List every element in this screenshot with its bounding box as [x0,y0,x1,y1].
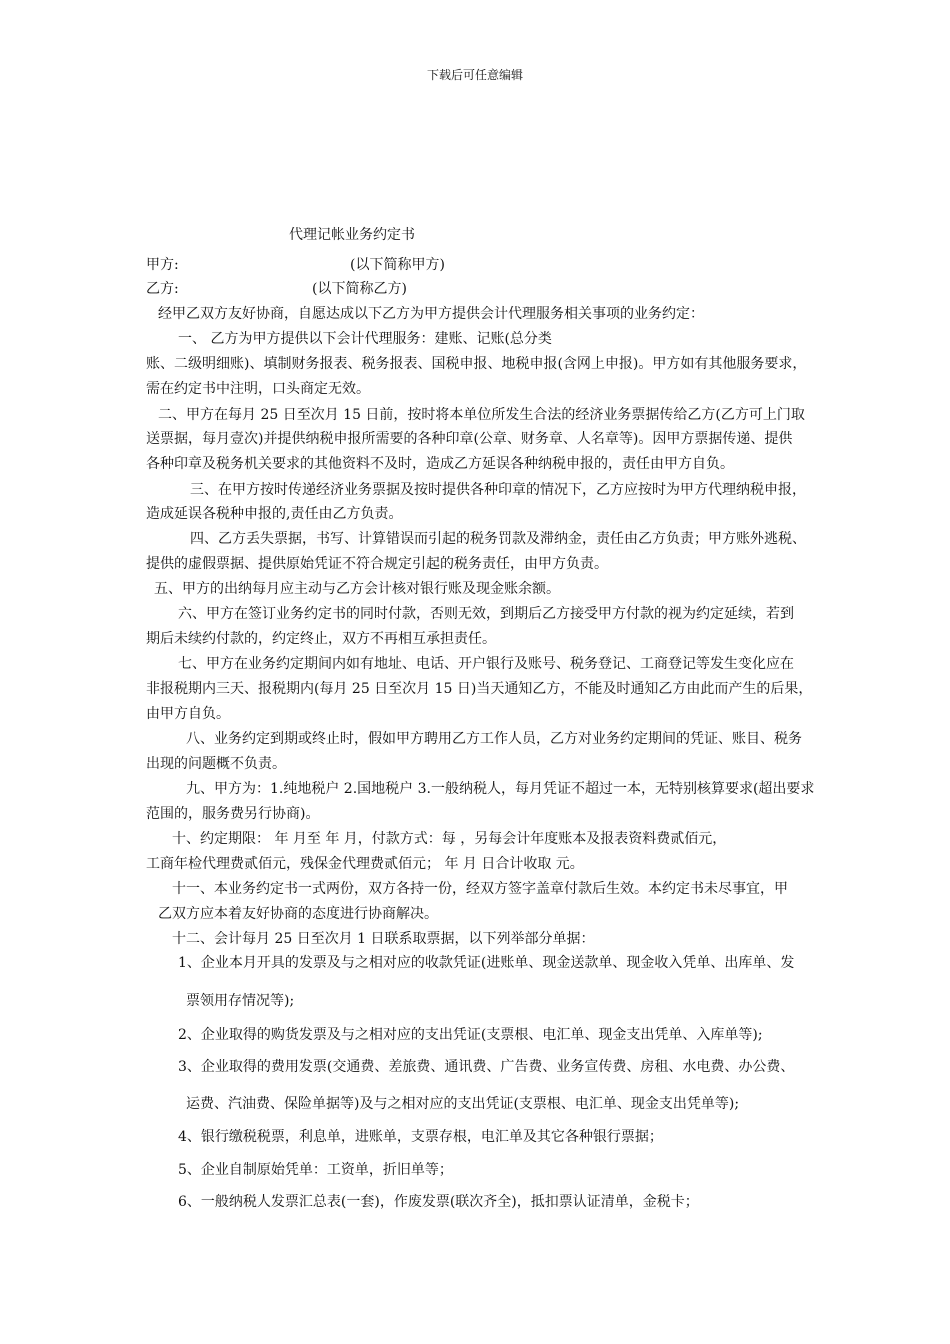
header-note: 下载后可任意编辑 [426,68,523,82]
list-item: 票领用存情况等); [186,993,295,1009]
clause-line: 九、甲方为：1.纯地税户 2.国地税户 3.一般纳税人，每月凭证不超过一本，无特别核算要求(超出要求 [186,781,815,797]
clause-line: 八、业务约定到期或终止时，假如甲方聘用乙方工作人员，乙方对业务约定期间的凭证、账目、税务 [186,731,802,747]
clause-line: 三、在甲方按时传递经济业务票据及按时提供各种印章的情况下，乙方应按时为甲方代理纳税申报， [190,482,806,498]
clause-line: 一、 乙方为甲方提供以下会计代理服务：建账、记账(总分类 [178,331,552,347]
clause-line: 十一、本业务约定书一式两份，双方各持一份，经双方签字盖章付款后生效。本约定书未尽事宜，甲 [172,881,788,897]
clause-line: 造成延误各税种申报的,责任由乙方负责。 [146,506,403,522]
party-b-label: 乙方: [146,281,179,297]
clause-line: 乙双方应本着友好协商的态度进行协商解决。 [158,906,438,922]
clause-line: 五、甲方的出纳每月应主动与乙方会计核对银行账及现金账余额。 [154,581,560,597]
clause-line: 非报税期内三天、报税期内(每月 25 日至次月 15 日)当天通知乙方，不能及时通知乙方由此而产生的后果， [146,681,813,697]
list-item: 6、一般纳税人发票汇总表(一套)，作废发票(联次齐全)，抵扣票认证清单，金税卡； [178,1194,699,1210]
clause-line: 二、甲方在每月 25 日至次月 15 日前，按时将本单位所发生合法的经济业务票据传给乙方(乙方可上门取 [158,407,805,423]
clause-line: 送票据，每月壹次)并提供纳税申报所需要的各种印章(公章、财务章、人名章等)。因甲方票据传递、提供 [146,431,793,447]
list-item: 4、银行缴税税票，利息单，进账单，支票存根，电汇单及其它各种银行票据； [178,1129,663,1145]
clause-line: 需在约定书中注明，口头商定无效。 [146,381,370,397]
clause-line: 四、乙方丢失票据，书写、计算错误而引起的税务罚款及滞纳金，责任由乙方负责；甲方账外逃税、 [190,531,806,547]
list-item: 2、企业取得的购货发票及与之相对应的支出凭证(支票根、电汇单、现金支出凭单、入库单等); [178,1027,763,1043]
clause-line: 期后未续约付款的，约定终止，双方不再相互承担责任。 [146,631,496,647]
party-a-label: 甲方: [146,257,179,273]
intro-line: 经甲乙双方友好协商，自愿达成以下乙方为甲方提供会计代理服务相关事项的业务约定： [158,306,704,322]
document-title: 代理记帐业务约定书 [289,227,415,243]
list-item: 3、企业取得的费用发票(交通费、差旅费、通讯费、广告费、业务宣传费、房租、水电费、办公费、 [178,1059,795,1075]
list-item: 1、企业本月开具的发票及与之相对应的收款凭证(进账单、现金送款单、现金收入凭单、出库单、发 [178,955,795,971]
clause-line: 各种印章及税务机关要求的其他资料不及时，造成乙方延误各种纳税申报的，责任由甲方自负。 [146,456,734,472]
clause-line: 出现的问题概不负责。 [146,756,286,772]
clause-line: 十、约定期限： 年 月至 年 月，付款方式：每 ，另每会计年度账本及报表资料费贰佰元， [172,831,727,847]
clause-line: 提供的虚假票据、提供原始凭证不符合规定引起的税务责任，由甲方负责。 [146,556,608,572]
clause-line: 由甲方自负。 [146,706,230,722]
clause-line: 工商年检代理费贰佰元，残保金代理费贰佰元； 年 月 日合计收取 元。 [146,856,584,872]
clause-line: 范围的，服务费另行协商)。 [146,806,320,822]
clause-line: 十二、会计每月 25 日至次月 1 日联系取票据，以下列举部分单据： [172,931,595,947]
list-item: 运费、汽油费、保险单据等)及与之相对应的支出凭证(支票根、电汇单、现金支出凭单等); [186,1096,740,1112]
party-b-suffix: (以下简称乙方) [312,281,407,297]
clause-line: 七、甲方在业务约定期间内如有地址、电话、开户银行及账号、税务登记、工商登记等发生变化应在 [178,656,794,672]
party-a-suffix: (以下简称甲方) [350,257,445,273]
clause-line: 账、二级明细账)、填制财务报表、税务报表、国税申报、地税申报(含网上申报)。甲方如有其他服务要求， [146,356,807,372]
list-item: 5、企业自制原始凭单：工资单，折旧单等； [178,1162,453,1178]
clause-line: 六、甲方在签订业务约定书的同时付款，否则无效，到期后乙方接受甲方付款的视为约定延续，若到 [178,606,794,622]
